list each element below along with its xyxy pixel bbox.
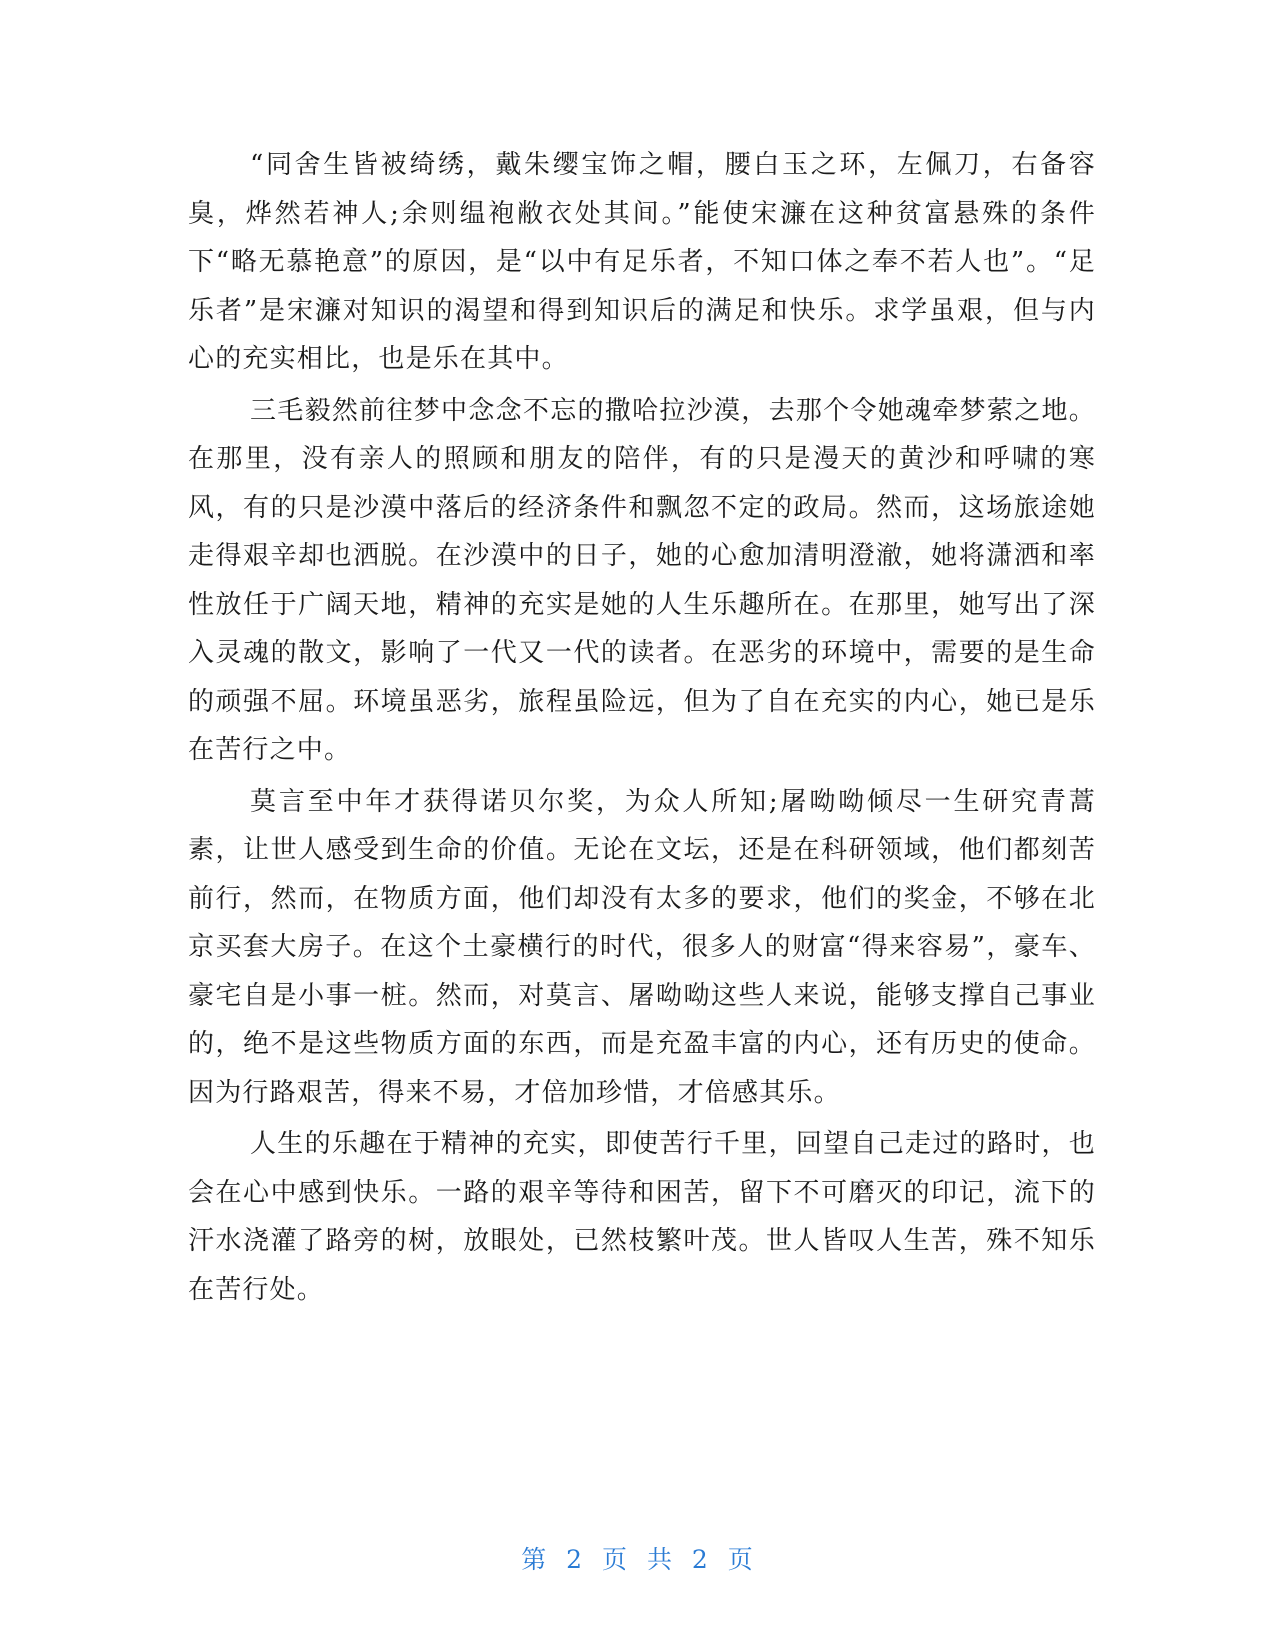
paragraph-mo-yan-tu-youyou: 莫言至中年才获得诺贝尔奖，为众人所知;屠呦呦倾尽一生研究青蒿素，让世人感受到生命的价值。无论在文坛，还是在科研领域，他们都刻苦前行，然而，在物质方面，他们却没有太多的要求，他们的奖金，不够在北京买套大房子。在这个土豪横行的时代，很多人的财富“得来容易”，豪车、豪宅自是小事一桩。然而，对莫言、屠呦呦这些人来说，能够支撑自己事业的，绝不是这些物质方面的东西，而是充盈丰富的内心，还有历史的使命。因为行路艰苦，得来不易，才倍加珍惜，才倍感其乐。 xyxy=(188,786,1096,1108)
paragraph-conclusion: 人生的乐趣在于精神的充实，即使苦行千里，回望自己走过的路时，也会在心中感到快乐。一路的艰辛等待和困苦，留下不可磨灭的印记，流下的汗水浇灌了路旁的树，放眼处，已然枝繁叶茂。世人皆叹人生苦，殊不知乐在苦行处。 xyxy=(188,1129,1096,1305)
paragraph-song-lian: “同舍生皆被绮绣，戴朱缨宝饰之帽，腰白玉之环，左佩刀，右备容臭，烨然若神人;余则缊袍敝衣处其间。”能使宋濂在这种贫富悬殊的条件下“略无慕艳意”的原因，是“以中有足乐者，不知口体之奉不若人也”。“足乐者”是宋濂对知识的渴望和得到知识后的满足和快乐。求学虽艰，但与内心的充实相比，也是乐在其中。 xyxy=(188,150,1096,374)
document-body xyxy=(188,141,1096,1317)
paragraph-san-mao: 三毛毅然前往梦中念念不忘的撒哈拉沙漠，去那个令她魂牵梦萦之地。在那里，没有亲人的照顾和朋友的陪伴，有的只是漫天的黄沙和呼啸的寒风，有的只是沙漠中落后的经济条件和飘忽不定的政局。然而，这场旅途她走得艰辛却也洒脱。在沙漠中的日子，她的心愈加清明澄澈，她将潇洒和率性放任于广阔天地，精神的充实是她的人生乐趣所在。在那里，她写出了深入灵魂的散文，影响了一代又一代的读者。在恶劣的环境中，需要的是生命的顽强不屈。环境虽恶劣，旅程虽险远，但为了自在充实的内心，她已是乐在苦行之中。 xyxy=(188,395,1096,765)
page-number-footer: 第 2 页 共 2 页 xyxy=(521,1545,754,1574)
